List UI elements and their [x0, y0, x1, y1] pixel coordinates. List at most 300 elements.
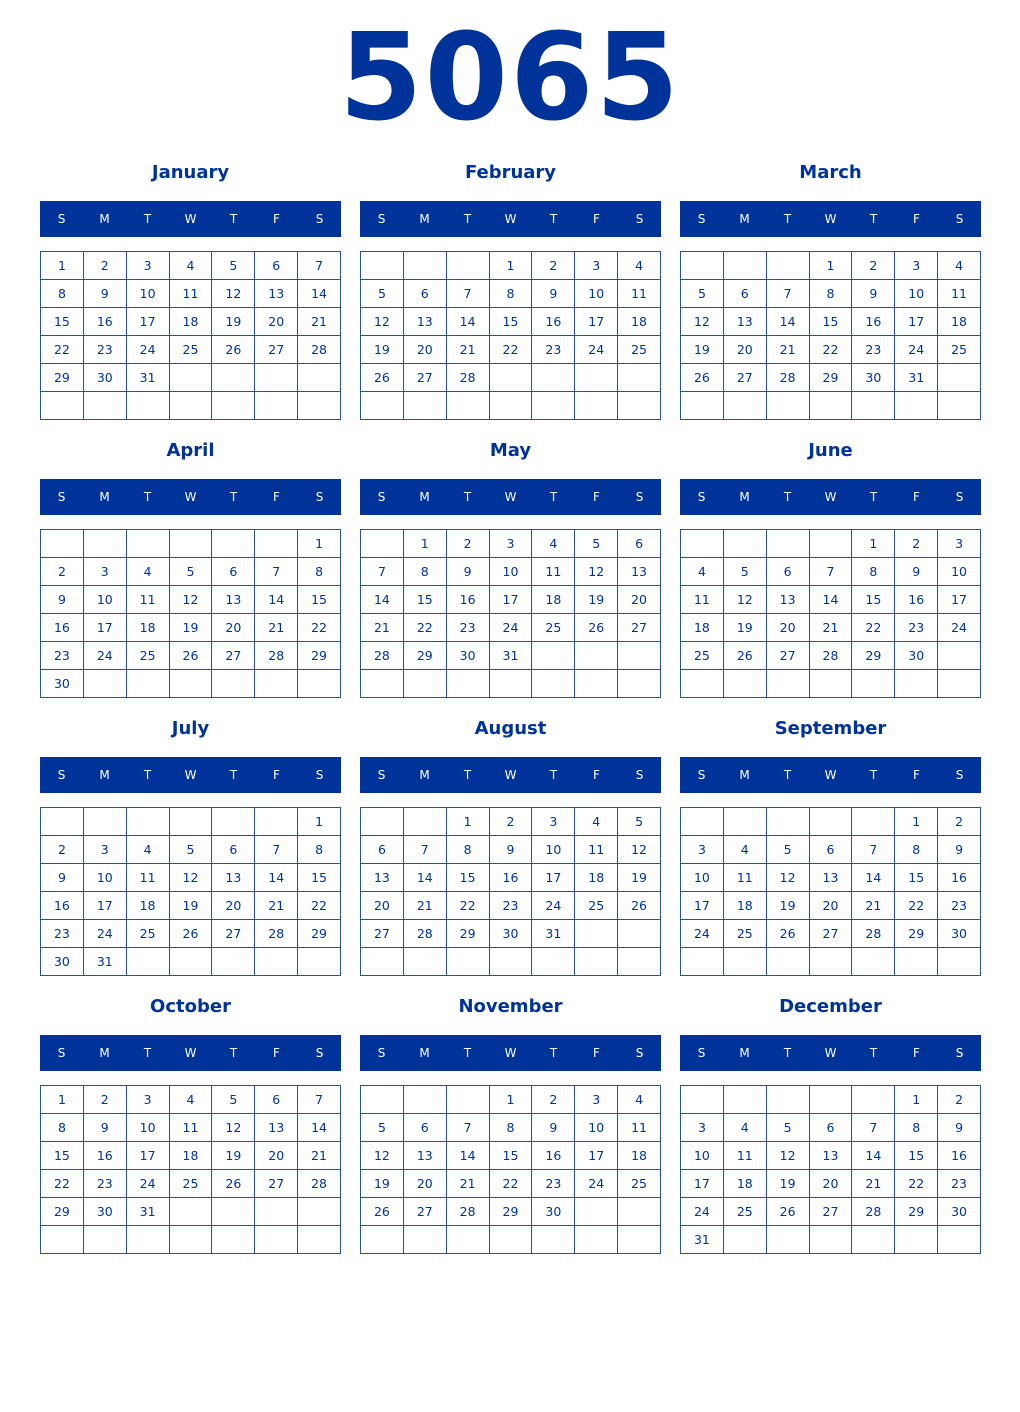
month-name: April — [166, 440, 215, 461]
day-cell: 29 — [447, 920, 490, 948]
day-cell — [447, 1086, 490, 1114]
day-cell: 14 — [255, 864, 298, 892]
day-cell: 19 — [170, 614, 213, 642]
day-cell: 25 — [127, 642, 170, 670]
day-cell — [938, 364, 981, 392]
day-cell: 25 — [618, 1170, 661, 1198]
day-cell: 2 — [895, 530, 938, 558]
day-cell: 16 — [84, 308, 127, 336]
day-cell: 25 — [170, 1170, 213, 1198]
weekday-label: W — [824, 768, 837, 782]
day-cell: 21 — [810, 614, 853, 642]
month-name: August — [474, 718, 547, 739]
day-cell — [447, 670, 490, 698]
day-cell — [127, 392, 170, 420]
day-cell — [895, 1226, 938, 1254]
weekday-label: S — [57, 212, 66, 226]
day-cell — [127, 808, 170, 836]
day-cell: 5 — [575, 530, 618, 558]
day-cell: 27 — [810, 920, 853, 948]
day-cell: 29 — [490, 1198, 533, 1226]
day-cell — [170, 1226, 213, 1254]
day-cell — [618, 1226, 661, 1254]
day-cell: 23 — [852, 336, 895, 364]
day-cell: 20 — [404, 336, 447, 364]
day-cell: 3 — [681, 836, 724, 864]
day-cell: 2 — [938, 1086, 981, 1114]
weekday-label: M — [99, 212, 110, 226]
day-cell — [575, 1226, 618, 1254]
day-cell: 1 — [852, 530, 895, 558]
weekday-label: M — [419, 212, 430, 226]
day-cell: 6 — [361, 836, 404, 864]
day-cell — [41, 530, 84, 558]
weekday-header — [680, 479, 981, 515]
day-cell: 21 — [298, 1142, 341, 1170]
day-cell: 19 — [618, 864, 661, 892]
day-cell: 13 — [361, 864, 404, 892]
day-cell — [84, 392, 127, 420]
weekday-header — [40, 757, 341, 793]
day-cell — [404, 252, 447, 280]
day-cell: 14 — [852, 864, 895, 892]
weekday-label: M — [99, 490, 110, 504]
day-cell: 16 — [490, 864, 533, 892]
weekday-label: S — [697, 490, 706, 504]
day-cell: 3 — [490, 530, 533, 558]
weekday-header — [40, 479, 341, 515]
day-cell: 20 — [212, 614, 255, 642]
day-cell: 26 — [681, 364, 724, 392]
day-cell: 7 — [255, 558, 298, 586]
day-cell — [532, 670, 575, 698]
weekday-label: S — [377, 1046, 386, 1060]
day-cell — [170, 364, 213, 392]
day-cell — [618, 920, 661, 948]
day-cell: 5 — [618, 808, 661, 836]
day-cell: 30 — [41, 948, 84, 976]
day-cell: 22 — [404, 614, 447, 642]
day-cell: 7 — [255, 836, 298, 864]
day-cell: 30 — [938, 1198, 981, 1226]
day-cell: 6 — [212, 558, 255, 586]
day-cell — [852, 392, 895, 420]
day-cell: 4 — [724, 836, 767, 864]
day-cell: 8 — [490, 1114, 533, 1142]
day-cell: 11 — [681, 586, 724, 614]
day-cell — [618, 948, 661, 976]
day-cell — [618, 1198, 661, 1226]
day-cell — [298, 364, 341, 392]
day-cell — [532, 364, 575, 392]
day-cell — [767, 948, 810, 976]
day-cell: 29 — [41, 364, 84, 392]
day-cell — [724, 670, 767, 698]
day-cell: 3 — [84, 836, 127, 864]
day-cell: 23 — [938, 892, 981, 920]
day-cell: 20 — [810, 1170, 853, 1198]
day-cell: 21 — [852, 892, 895, 920]
day-cell: 1 — [895, 1086, 938, 1114]
day-cell — [212, 948, 255, 976]
day-cell: 19 — [724, 614, 767, 642]
day-cell — [895, 948, 938, 976]
day-cell — [84, 530, 127, 558]
day-cell: 24 — [127, 336, 170, 364]
day-cell: 12 — [767, 864, 810, 892]
day-cell: 20 — [810, 892, 853, 920]
weekday-header — [360, 1035, 661, 1071]
day-cell: 8 — [298, 836, 341, 864]
day-cell — [575, 642, 618, 670]
day-cell: 10 — [681, 1142, 724, 1170]
day-cell: 9 — [895, 558, 938, 586]
day-cell: 12 — [212, 280, 255, 308]
day-cell — [724, 392, 767, 420]
day-cell: 26 — [170, 920, 213, 948]
day-cell: 21 — [447, 336, 490, 364]
weekday-label: M — [739, 768, 750, 782]
weekday-label: M — [419, 490, 430, 504]
day-cell: 4 — [575, 808, 618, 836]
day-cell: 24 — [532, 892, 575, 920]
day-cell: 2 — [490, 808, 533, 836]
day-cell: 23 — [938, 1170, 981, 1198]
day-cell — [170, 670, 213, 698]
day-cell: 1 — [490, 1086, 533, 1114]
day-cell: 26 — [724, 642, 767, 670]
day-cell: 4 — [170, 1086, 213, 1114]
day-cell — [255, 392, 298, 420]
weekday-header — [680, 757, 981, 793]
weekday-label: S — [377, 490, 386, 504]
day-cell: 11 — [170, 280, 213, 308]
day-cell: 6 — [255, 1086, 298, 1114]
weekday-label: T — [869, 212, 878, 226]
day-cell: 7 — [298, 1086, 341, 1114]
day-cell: 5 — [767, 1114, 810, 1142]
weekday-label: F — [913, 212, 920, 226]
day-cell — [490, 392, 533, 420]
day-cell: 8 — [298, 558, 341, 586]
day-cell: 1 — [404, 530, 447, 558]
day-cell: 12 — [724, 586, 767, 614]
day-cell: 1 — [895, 808, 938, 836]
day-cell: 16 — [895, 586, 938, 614]
day-cell: 1 — [447, 808, 490, 836]
day-cell — [298, 392, 341, 420]
day-cell: 19 — [361, 336, 404, 364]
day-cell: 15 — [895, 864, 938, 892]
day-cell — [212, 1226, 255, 1254]
day-cell — [767, 392, 810, 420]
weekday-label: S — [57, 768, 66, 782]
day-cell — [404, 670, 447, 698]
day-cell: 11 — [618, 1114, 661, 1142]
month-name: December — [779, 996, 882, 1017]
day-cell: 27 — [404, 1198, 447, 1226]
day-cell: 12 — [212, 1114, 255, 1142]
day-cell — [298, 1198, 341, 1226]
day-cell — [41, 808, 84, 836]
day-cell: 2 — [852, 252, 895, 280]
day-cell: 23 — [532, 336, 575, 364]
day-cell: 22 — [41, 1170, 84, 1198]
weekday-label: F — [273, 490, 280, 504]
day-cell: 13 — [212, 864, 255, 892]
day-cell: 11 — [618, 280, 661, 308]
day-cell: 15 — [298, 586, 341, 614]
day-cell: 9 — [447, 558, 490, 586]
day-cell: 26 — [212, 336, 255, 364]
weekday-label: F — [273, 1046, 280, 1060]
day-cell: 17 — [681, 892, 724, 920]
weekday-label: F — [913, 1046, 920, 1060]
day-cell: 15 — [895, 1142, 938, 1170]
day-cell: 16 — [41, 892, 84, 920]
day-cell — [681, 252, 724, 280]
day-cell — [170, 1198, 213, 1226]
day-cell: 24 — [127, 1170, 170, 1198]
day-cell: 3 — [84, 558, 127, 586]
day-cell: 10 — [532, 836, 575, 864]
day-cell: 7 — [447, 280, 490, 308]
day-cell: 1 — [298, 530, 341, 558]
day-cell: 21 — [361, 614, 404, 642]
day-grid — [680, 807, 981, 976]
day-cell: 17 — [127, 1142, 170, 1170]
day-cell: 30 — [852, 364, 895, 392]
weekday-header — [360, 479, 661, 515]
day-cell — [255, 948, 298, 976]
day-cell: 13 — [810, 864, 853, 892]
day-cell: 12 — [618, 836, 661, 864]
day-cell: 18 — [170, 1142, 213, 1170]
day-cell — [255, 1198, 298, 1226]
weekday-header — [680, 1035, 981, 1071]
day-cell: 4 — [681, 558, 724, 586]
day-cell: 20 — [212, 892, 255, 920]
weekday-label: F — [593, 490, 600, 504]
day-cell: 14 — [255, 586, 298, 614]
day-cell: 25 — [681, 642, 724, 670]
day-cell: 2 — [41, 836, 84, 864]
day-cell — [170, 530, 213, 558]
day-cell — [724, 1226, 767, 1254]
day-cell: 17 — [84, 892, 127, 920]
day-cell: 4 — [127, 836, 170, 864]
day-cell: 20 — [618, 586, 661, 614]
day-cell: 28 — [810, 642, 853, 670]
day-cell: 13 — [255, 280, 298, 308]
day-cell — [361, 1086, 404, 1114]
day-cell: 14 — [404, 864, 447, 892]
day-cell — [361, 670, 404, 698]
day-cell: 9 — [41, 586, 84, 614]
weekday-label: M — [419, 768, 430, 782]
day-cell — [490, 1226, 533, 1254]
weekday-label: T — [229, 768, 238, 782]
day-cell: 30 — [41, 670, 84, 698]
weekday-label: W — [824, 490, 837, 504]
day-cell: 4 — [170, 252, 213, 280]
day-cell: 20 — [724, 336, 767, 364]
day-cell: 5 — [361, 1114, 404, 1142]
day-cell: 1 — [298, 808, 341, 836]
weekday-label: F — [593, 768, 600, 782]
weekday-label: F — [273, 212, 280, 226]
day-cell: 5 — [724, 558, 767, 586]
weekday-label: S — [697, 212, 706, 226]
day-cell: 4 — [724, 1114, 767, 1142]
day-cell: 31 — [84, 948, 127, 976]
day-cell: 12 — [170, 864, 213, 892]
day-cell: 28 — [852, 920, 895, 948]
day-cell: 19 — [361, 1170, 404, 1198]
day-cell: 30 — [938, 920, 981, 948]
day-cell: 11 — [170, 1114, 213, 1142]
weekday-label: S — [635, 1046, 644, 1060]
day-cell: 8 — [852, 558, 895, 586]
day-cell: 21 — [255, 892, 298, 920]
day-cell — [361, 530, 404, 558]
day-cell — [810, 948, 853, 976]
day-cell — [127, 1226, 170, 1254]
day-cell: 21 — [298, 308, 341, 336]
day-cell — [810, 530, 853, 558]
day-cell — [404, 392, 447, 420]
weekday-label: T — [229, 212, 238, 226]
day-cell: 27 — [212, 920, 255, 948]
day-cell: 16 — [84, 1142, 127, 1170]
day-grid — [40, 529, 341, 698]
year-title: 5065 — [339, 9, 681, 148]
day-cell: 13 — [810, 1142, 853, 1170]
day-cell — [575, 920, 618, 948]
day-cell: 15 — [852, 586, 895, 614]
day-cell: 27 — [618, 614, 661, 642]
day-cell — [895, 392, 938, 420]
day-cell: 10 — [681, 864, 724, 892]
day-cell: 26 — [361, 364, 404, 392]
weekday-label: T — [549, 1046, 558, 1060]
day-cell: 7 — [852, 1114, 895, 1142]
day-cell: 28 — [361, 642, 404, 670]
day-cell: 2 — [532, 252, 575, 280]
day-cell — [575, 670, 618, 698]
month-name: September — [774, 718, 887, 739]
day-cell: 18 — [724, 1170, 767, 1198]
day-cell: 1 — [810, 252, 853, 280]
day-cell: 5 — [681, 280, 724, 308]
weekday-label: M — [99, 1046, 110, 1060]
day-cell: 19 — [681, 336, 724, 364]
day-cell — [938, 392, 981, 420]
day-cell: 24 — [84, 642, 127, 670]
day-cell: 29 — [895, 920, 938, 948]
day-cell: 29 — [810, 364, 853, 392]
day-cell: 15 — [490, 308, 533, 336]
day-cell: 3 — [895, 252, 938, 280]
day-cell: 30 — [447, 642, 490, 670]
day-cell: 31 — [895, 364, 938, 392]
day-cell: 26 — [170, 642, 213, 670]
day-cell: 11 — [938, 280, 981, 308]
day-cell — [404, 808, 447, 836]
day-cell: 18 — [938, 308, 981, 336]
day-cell: 14 — [298, 280, 341, 308]
weekday-label: S — [635, 490, 644, 504]
day-cell: 11 — [724, 1142, 767, 1170]
day-cell: 29 — [298, 642, 341, 670]
day-cell: 6 — [767, 558, 810, 586]
day-cell — [404, 1226, 447, 1254]
day-cell — [618, 392, 661, 420]
day-cell: 22 — [852, 614, 895, 642]
day-cell: 10 — [127, 280, 170, 308]
day-cell — [618, 364, 661, 392]
day-cell: 13 — [767, 586, 810, 614]
day-cell: 20 — [255, 1142, 298, 1170]
day-cell: 30 — [895, 642, 938, 670]
day-cell — [490, 364, 533, 392]
day-cell: 27 — [212, 642, 255, 670]
day-cell — [84, 670, 127, 698]
day-cell: 2 — [84, 252, 127, 280]
day-cell: 16 — [447, 586, 490, 614]
day-cell: 12 — [575, 558, 618, 586]
weekday-label: T — [869, 1046, 878, 1060]
day-cell: 8 — [41, 1114, 84, 1142]
day-cell: 19 — [212, 308, 255, 336]
day-cell: 6 — [255, 252, 298, 280]
weekday-label: M — [419, 1046, 430, 1060]
month-name: November — [458, 996, 563, 1017]
day-cell: 16 — [852, 308, 895, 336]
day-cell: 28 — [255, 642, 298, 670]
weekday-label: S — [697, 768, 706, 782]
month-name: May — [489, 440, 532, 461]
day-cell: 18 — [618, 308, 661, 336]
weekday-label: W — [184, 212, 197, 226]
day-cell: 14 — [810, 586, 853, 614]
day-cell: 7 — [447, 1114, 490, 1142]
day-cell: 27 — [255, 336, 298, 364]
day-cell: 13 — [404, 1142, 447, 1170]
day-cell: 13 — [404, 308, 447, 336]
day-cell: 16 — [532, 308, 575, 336]
day-cell: 5 — [212, 252, 255, 280]
day-cell — [212, 670, 255, 698]
day-cell — [212, 1198, 255, 1226]
day-cell: 18 — [618, 1142, 661, 1170]
day-cell: 25 — [127, 920, 170, 948]
day-cell: 28 — [852, 1198, 895, 1226]
day-cell: 14 — [361, 586, 404, 614]
day-cell: 2 — [532, 1086, 575, 1114]
day-cell — [127, 530, 170, 558]
day-cell: 7 — [404, 836, 447, 864]
day-cell: 20 — [404, 1170, 447, 1198]
day-cell — [170, 808, 213, 836]
day-grid — [360, 1085, 661, 1254]
day-cell — [212, 808, 255, 836]
day-cell: 9 — [532, 280, 575, 308]
day-cell — [41, 392, 84, 420]
day-cell: 28 — [404, 920, 447, 948]
day-cell: 6 — [810, 836, 853, 864]
day-cell — [938, 670, 981, 698]
